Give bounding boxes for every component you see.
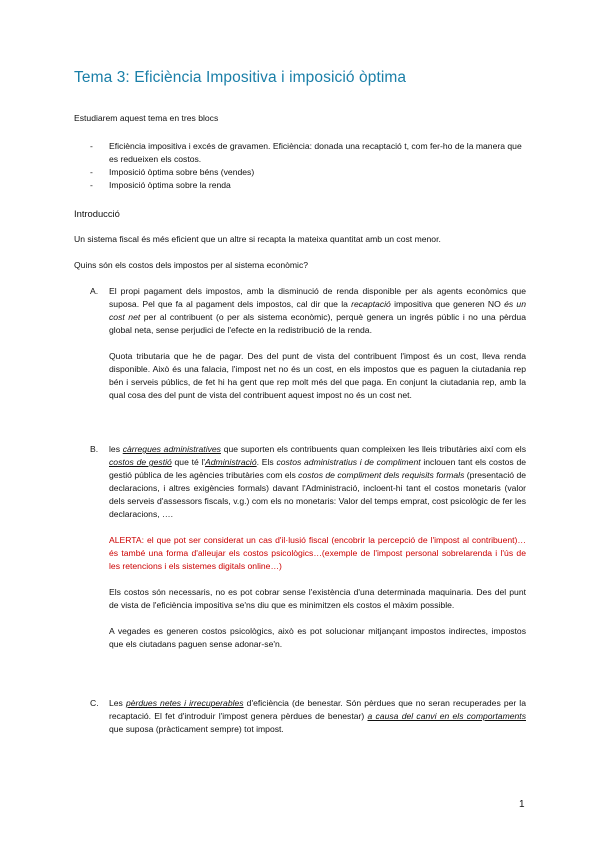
section-b-paragraph-1: les càrregues administratives que suporten els contribuents quan compleixen les lleis tributàries així com els costos de gestió que té l'Administració. Els costos administratius i de compliment inclouen tant els costos de gestió pública de les agències tributàries com els costos de compliment dels requisits formals (presentació de declaracions, i altres exigències formals) davant l'Administració, incloent-hi tant el costos monetaris (valor dels serveis d'assessors fiscals, v.g.) com els no monetaris: Valor del temps emprat, cost psicològic de fer les declaracions, …. bbox=[109, 444, 527, 519]
introduccio-heading: Introducció bbox=[74, 208, 120, 219]
list-item bbox=[74, 179, 526, 192]
section-letter: A. bbox=[90, 286, 99, 296]
list-item bbox=[74, 140, 526, 166]
section-b-paragraph-4: A vegades es generen costos psicològics, això es pot solucionar mitjançant impostos indirectes, impostos que els ciutadans paguen sense adonar-se'n. bbox=[109, 626, 526, 649]
alert-paragraph: ALERTA: el que pot ser considerat un cas d'il·lusió fiscal (encobrir la percepció de l'impost al contribuent)…és també una forma d'alleujar els costos psicològics…(exemple de l'impost personal sobrelarenda i l'ús de les retencions i els sistemes digitals online…) bbox=[109, 535, 526, 571]
section-letter: B. bbox=[90, 444, 99, 454]
page-title: Tema 3: Eficiència Impositiva i imposició òptima bbox=[74, 69, 407, 86]
block-text: Imposició òptima sobre la renda bbox=[109, 180, 231, 190]
section-letter: C. bbox=[90, 698, 99, 708]
section-a bbox=[74, 285, 526, 402]
section-a-paragraph-2: Quota tributaria que he de pagar. Des del punt de vista del contribuent l'impost és un cost, lleva renda disponible. Això és una falacia, l'impost net no és un cost, en els impostos que es paguen la ciutadania rep bén i serveis públics, de fet hi ha gent que rep molt més del que paga. En conjunt la ciutadania rep, amb la qual cosa des del punt de vista del contribuent aquest impost no és un cost net. bbox=[109, 351, 526, 400]
definition-text: Un sistema fiscal és més eficient que un altre si recapta la mateixa quantitat amb un cost menor. bbox=[74, 234, 441, 244]
block-text: Eficiència impositiva i excés de gravamen. Eficiència: donada una recaptació t, com fer-ho de la manera que es redueixen els costos. bbox=[109, 141, 522, 164]
section-b bbox=[74, 443, 526, 651]
blocks-list bbox=[74, 140, 526, 192]
list-item bbox=[74, 166, 526, 179]
intro-line: Estudiarem aquest tema en tres blocs bbox=[74, 113, 219, 123]
section-b-paragraph-3: Els costos són necessaris, no es pot cobrar sense l'existència d'una determinada maquinaria. Des del punt de vista de l'eficiència impositiva se'ns diu que es minimitzen els costos el màxim possible. bbox=[109, 587, 526, 610]
dash-marker: - bbox=[90, 180, 93, 190]
section-c bbox=[74, 697, 526, 736]
page-number: 1 bbox=[519, 799, 525, 810]
dash-marker: - bbox=[90, 141, 93, 151]
block-text: Imposició òptima sobre béns (vendes) bbox=[109, 167, 255, 177]
section-a-paragraph-1: El propi pagament dels impostos, amb la disminució de renda disponible per als agents econòmics que suposa. Pel que fa al pagament dels impostos, cal dir que la recaptació impositiva que generen NO és un cost net per al contribuent (o per als sistema econòmic), perquè genera un ingrés públic i no una pèrdua global neta, sense perjudici de l'efecte en la redistribució de la renda. bbox=[109, 286, 526, 335]
section-c-paragraph-1: Les pèrdues netes i irrecuperables d'eficiència (de benestar. Són pèrdues que no seran recuperades per la recaptació. El fet d'introduir l'impost genera pèrdues de benestar) a causa del canvi en els comportaments que suposa (pràcticament sempre) tot impost. bbox=[109, 698, 526, 734]
dash-marker: - bbox=[90, 167, 93, 177]
question-text: Quins són els costos dels impostos per al sistema econòmic? bbox=[74, 260, 309, 270]
